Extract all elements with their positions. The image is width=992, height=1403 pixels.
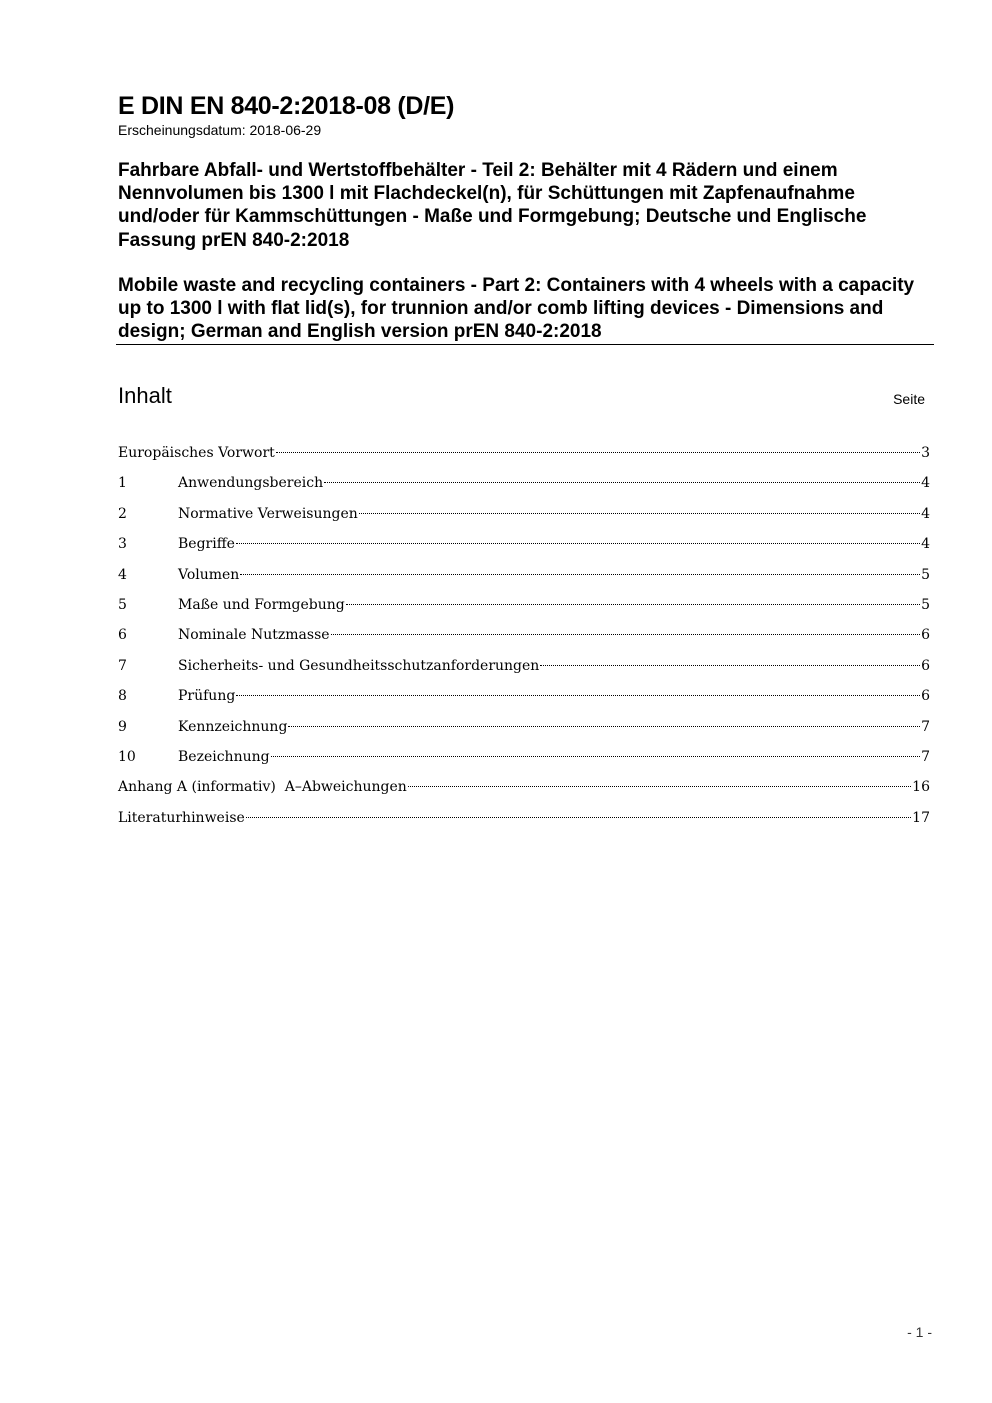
toc-dot-leader: [324, 482, 920, 483]
toc-entry-page: 4: [921, 505, 930, 522]
toc-entry-number: 4: [118, 566, 127, 583]
toc-entry-label: Kennzeichnung: [178, 718, 288, 735]
toc-entry[interactable]: [118, 620, 930, 650]
toc-heading: Inhalt: [118, 383, 172, 408]
toc-entry[interactable]: [118, 590, 930, 620]
toc-dot-leader: [331, 634, 921, 635]
toc-entry[interactable]: [118, 438, 930, 468]
toc-entry-number: 10: [118, 748, 136, 765]
toc-page-column-label: Seite: [893, 391, 925, 407]
toc-entry-number: 7: [118, 657, 127, 674]
toc-entry[interactable]: [118, 742, 930, 772]
toc-dot-leader: [276, 452, 920, 453]
toc-entry[interactable]: [118, 681, 930, 711]
toc-entry-page: 17: [912, 809, 930, 826]
toc-entry-label: Anwendungsbereich: [178, 475, 324, 492]
document-title: E DIN EN 840-2:2018-08 (D/E): [118, 92, 455, 120]
toc-entry-page: 6: [921, 627, 930, 644]
toc-entry-label: Literaturhinweise: [118, 809, 245, 826]
toc-entry-label: Begriffe: [178, 536, 235, 553]
english-title: Mobile waste and recycling containers - Part 2: Containers with 4 wheels with a capacity up to 1300 l with flat lid(s), for trunnion and/or comb lifting devices - Dimensions and design; German and English version prEN 840-2:2018: [118, 275, 915, 343]
toc-entry-label: Prüfung: [178, 688, 236, 705]
toc-entry-number: 6: [118, 627, 127, 644]
toc-entry-page: 5: [921, 566, 930, 583]
toc-entry-label: Bezeichnung: [178, 748, 270, 765]
german-title: Fahrbare Abfall- und Wertstoffbehälter - Teil 2: Behälter mit 4 Rädern und einem Nennvolumen bis 1300 l mit Flachdeckel(n), für Schüttungen mit Zapfenaufnahme und/oder für Kammschüttungen - Maße und Formgebung; Deutsche und Englische Fassung prEN 840-2:2018: [118, 160, 867, 251]
toc-entry-label: Volumen: [178, 566, 240, 583]
toc-entry[interactable]: [118, 772, 930, 802]
toc-entry-page: 5: [921, 596, 930, 613]
toc-entry-number: 1: [118, 475, 127, 492]
toc-dot-leader: [246, 817, 911, 818]
toc-entry-number: 8: [118, 688, 127, 705]
toc-entry-label: Sicherheits- und Gesundheitsschutzanforderungen: [178, 657, 540, 674]
toc-dot-leader: [359, 513, 920, 514]
toc-entry[interactable]: [118, 529, 930, 559]
toc-dot-leader: [288, 726, 920, 727]
toc-entry-page: 3: [921, 445, 930, 461]
toc-entry-page: 4: [921, 475, 930, 492]
toc-entry-page: 16: [912, 779, 930, 796]
toc-dot-leader: [240, 574, 920, 575]
toc-entry-page: 4: [921, 536, 930, 553]
toc-dot-leader: [540, 665, 920, 666]
toc-entry-number: 9: [118, 718, 127, 735]
toc-dot-leader: [236, 695, 920, 696]
toc-entry[interactable]: [118, 651, 930, 681]
toc-dot-leader: [346, 604, 920, 605]
toc-entry-page: 6: [921, 688, 930, 705]
toc-entry-number: 3: [118, 536, 127, 553]
publication-date: Erscheinungsdatum: 2018-06-29: [118, 122, 322, 138]
toc-entry-label: Nominale Nutzmasse: [178, 627, 330, 644]
toc-dot-leader: [271, 756, 920, 757]
toc-entry-label: Europäisches Vorwort: [118, 445, 275, 461]
toc-entry-number: 2: [118, 505, 127, 522]
title-divider: [116, 344, 934, 345]
toc-dot-leader: [236, 543, 920, 544]
toc-entry-label: Normative Verweisungen: [178, 505, 358, 522]
toc-entry-page: 7: [921, 748, 930, 765]
toc-entry[interactable]: [118, 560, 930, 590]
toc-entry[interactable]: [118, 712, 930, 742]
toc-entry-page: 7: [921, 718, 930, 735]
toc-entry-label: Maße und Formgebung: [178, 596, 345, 613]
toc-entry[interactable]: [118, 803, 930, 833]
toc-entry[interactable]: [118, 468, 930, 498]
table-of-contents: [118, 438, 930, 833]
toc-entry-number: 5: [118, 596, 127, 613]
toc-entry-page: 6: [921, 657, 930, 674]
page-number: - 1 -: [907, 1324, 932, 1340]
toc-entry[interactable]: [118, 499, 930, 529]
toc-entry-label: Anhang A (informativ) A–Abweichungen: [118, 779, 407, 796]
toc-dot-leader: [408, 786, 911, 787]
